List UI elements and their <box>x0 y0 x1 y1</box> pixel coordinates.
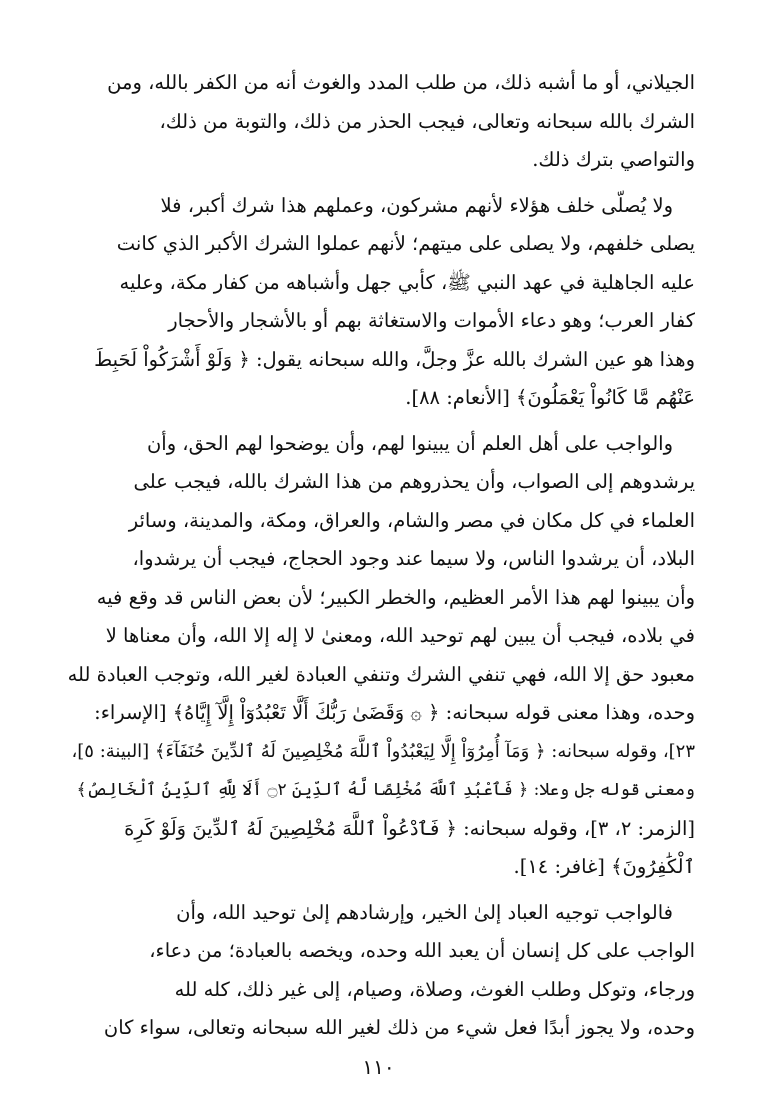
text-line: ٢٣]، وقوله سبحانه: ﴿ وَمَآ أُمِرُوٓاْ إِلَّا لِيَعْبُدُواْ ٱللَّهَ مُخْلِصِينَ لَهُ ٱلدِّينَ حُنَفَآءَ﴾ [البينة: ٥]، <box>71 740 695 762</box>
text-line: ٱلْكَٰفِرُونَ﴾ [غافر: ١٤]. <box>513 855 695 878</box>
text-line: الواجب على كل إنسان أن يعبد الله وحده، ويخصه بالعبادة؛ من دعاء، <box>149 939 695 962</box>
text-line: [الزمر: ٢، ٣]، وقوله سبحانه: ﴿ فَٱدْعُواْ ٱللَّهَ مُخْلِصِينَ لَهُ ٱلدِّينَ وَلَوْ كَرِهَ <box>124 816 695 840</box>
text-line: في بلاده، فيجب أن يبين لهم توحيد الله، ومعنىٰ لا إله إلا الله، وأن معناها لا <box>105 624 695 647</box>
text-line: ورجاء، وتوكل وطلب الغوث، وصلاة، وصيام، إلى غير ذلك، كله لله <box>174 977 695 1001</box>
text-line: البلاد، أن يرشدوا الناس، ولا سيما عند وجود الحجاج، فيجب أن يرشدوا، <box>132 547 695 570</box>
text-line: والتواصي بترك ذلك. <box>532 148 695 171</box>
paragraph <box>66 187 695 418</box>
text-line: الشرك بالله سبحانه وتعالى، فيجب الحذر من ذلك، والتوبة من ذلك، <box>159 109 695 133</box>
text-line: والواجب على أهل العلم أن يبينوا لهم، وأن يوضحوا لهم الحق، وأن <box>146 431 673 455</box>
text-line: عليه الجاهلية في عهد النبي ﷺ، كأبي جهل وأشباهه من كفار مكة، وعليه <box>119 270 695 294</box>
text-line: كفار العرب؛ وهو دعاء الأموات والاستغاثة بهم أو بالأشجار والأحجار <box>168 309 695 332</box>
text-line: وحده، وهذا معنى قوله سبحانه: ﴿ ۞ وَقَضَىٰ رَبُّكَ أَلَّا تَعْبُدُوٓاْ إِلَّآ إِيَّاهُ﴾ [الإسراء: <box>94 701 695 724</box>
text-line: عَنْهُم مَّا كَانُواْ يَعْمَلُونَ﴾ [الأنعام: ٨٨]. <box>405 386 695 409</box>
text-line: يصلى خلفهم، ولا يصلى على ميتهم؛ لأنهم عملوا الشرك الأكبر الذي كانت <box>116 232 695 255</box>
text-line: يرشدوهم إلى الصواب، وأن يحذروهم من هذا الشرك بالله، فيجب على <box>133 470 695 493</box>
paragraph <box>66 64 695 180</box>
text-line: العلماء في كل مكان في مصر والشام، والعراق، ومكة، والمدينة، وسائر <box>128 508 695 532</box>
text-line: ولا يُصلّى خلف هؤلاء لأنهم مشركون، وعملهم هذا شرك أكبر، فلا <box>160 193 673 217</box>
page-number: ١١٠ <box>362 1055 395 1079</box>
text-line: الجيلاني، أو ما أشبه ذلك، من طلب المدد والغوث أنه من الكفر بالله، ومن <box>107 71 695 94</box>
text-line: وهذا هو عين الشرك بالله عزَّ وجلَّ، والله سبحانه يقول: ﴿ وَلَوْ أَشْرَكُواْ لَحَبِطَ <box>94 347 695 371</box>
text-line: معبود حق إلا الله، فهي تنفي الشرك وتنفي العبادة لغير الله، وتوجب العبادة لله <box>67 662 695 686</box>
text-line: وأن يبينوا لهم هذا الأمر العظيم، والخطر الكبير؛ لأن بعض الناس قد وقع فيه <box>96 585 695 609</box>
paragraph <box>66 425 695 887</box>
text-line: فالواجب توجيه العباد إلىٰ الخير، وإرشادهم إلىٰ توحيد الله، وأن <box>176 900 673 924</box>
text-line: وحده، ولا يجوز أبدًا فعل شيء من ذلك لغير الله سبحانه وتعالى، سواء كان <box>103 1016 695 1039</box>
paragraph <box>66 894 695 1048</box>
text-line: ومعنى قوله جل وعلا: ﴿ فَٱعْبُدِ ٱللَّهَ مُخْلِصًا لَّهُ ٱلدِّينَ ۝٢ أَلَا لِلَّهِ ٱلدِّينُ ٱلْخَالِصُ﴾ <box>76 780 695 800</box>
